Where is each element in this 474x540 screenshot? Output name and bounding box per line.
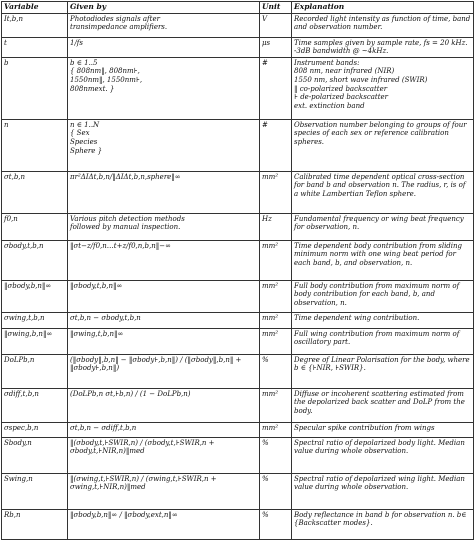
given-by-cell: σt,b,n − σbody,t,b,n [68, 312, 260, 328]
variable-cell: It,b,n [2, 13, 68, 37]
header-explanation: Explanation [292, 2, 474, 14]
given-by-cell: σt,b,n − σdiff,t,b,n [68, 422, 260, 437]
table-row [2, 473, 474, 509]
given-by-cell: n ∈ 1..N { Sex Species Sphere } [68, 119, 260, 171]
given-by-cell: b ∈ 1..5 { 808nm‖, 808nm⊦, 1550nm‖, 1550nm⊦, 808nmext. } [68, 57, 260, 119]
variable-cell: n [2, 119, 68, 171]
unit-cell: # [260, 119, 292, 171]
unit-cell: μs [260, 37, 292, 57]
variable-cell: σdiff,t,b,n [2, 388, 68, 422]
table-row [2, 280, 474, 312]
explanation-cell: Specular spike contribution from wings [292, 422, 474, 437]
variable-cell: σspec,b,n [2, 422, 68, 437]
unit-cell: Hz [260, 213, 292, 240]
header-unit: Unit [260, 2, 292, 14]
variable-cell: ‖σwing,b,n‖∞ [2, 328, 68, 354]
unit-cell: % [260, 509, 292, 539]
given-by-cell: ‖(σwing,t,⊦SWIR,n) / (σwing,t,⊦SWIR,n + σwing,t,⊦NIR,n)‖med [68, 473, 260, 509]
unit-cell: % [260, 437, 292, 473]
variables-table [1, 1, 474, 540]
explanation-cell: Full wing contribution from maximum norm of oscillatory part. [292, 328, 474, 354]
explanation-cell: Degree of Linear Polarisation for the body, where b ∈ {⊦NIR, ⊦SWIR}. [292, 354, 474, 388]
variable-cell: b [2, 57, 68, 119]
table-row [2, 312, 474, 328]
given-by-cell: πr²ΔIΔt,b,n/‖ΔIΔt,b,n,sphere‖∞ [68, 171, 260, 213]
explanation-cell: Instrument bands: 808 nm, near infrared (NIR) 1550 nm, short wave infrared (SWIR) ‖ co-polarized backscatter ⊦ de-polarized backscatter ext. extinction band [292, 57, 474, 119]
given-by-cell: ‖(σbody,t,⊦SWIR,n) / (σbody,t,⊦SWIR,n + σbody,t,⊦NIR,n)‖med [68, 437, 260, 473]
table-row [2, 509, 474, 539]
given-by-cell: (‖σbody‖,b,n‖ − ‖σbody⊦,b,n‖) / (‖σbody‖,b,n‖ + ‖σbody⊦,b,n‖) [68, 354, 260, 388]
given-by-cell: ‖σbody,t,b,n‖∞ [68, 280, 260, 312]
unit-cell: mm² [260, 171, 292, 213]
given-by-cell: ‖σwing,t,b,n‖∞ [68, 328, 260, 354]
table-row [2, 119, 474, 171]
explanation-cell: Time dependent wing contribution. [292, 312, 474, 328]
unit-cell: mm² [260, 388, 292, 422]
explanation-cell: Observation number belonging to groups of four species of each sex or reference calibration spheres. [292, 119, 474, 171]
unit-cell: mm² [260, 312, 292, 328]
explanation-cell: Calibrated time dependent optical cross-section for band b and observation n. The radius, r, is of a white Lambertian Teflon sphere. [292, 171, 474, 213]
header-variable: Variable [2, 2, 68, 14]
explanation-cell: Diffuse or incoherent scattering estimated from the depolarized back scatter and DoLP from the body. [292, 388, 474, 422]
header-row [2, 2, 474, 14]
explanation-cell: Time dependent body contribution from sliding minimum norm with one wing beat period for each band, b, and observation, n. [292, 240, 474, 280]
variable-cell: DoLPb,n [2, 354, 68, 388]
explanation-cell: Full body contribution from maximum norm of body contribution for each band, b, and observation, n. [292, 280, 474, 312]
table-row [2, 437, 474, 473]
unit-cell: mm² [260, 240, 292, 280]
variable-cell: σbody,t,b,n [2, 240, 68, 280]
unit-cell: V [260, 13, 292, 37]
explanation-cell: Spectral ratio of depolarized wing light. Median value during whole observation. [292, 473, 474, 509]
unit-cell: % [260, 473, 292, 509]
given-by-cell: 1/fs [68, 37, 260, 57]
explanation-cell: Spectral ratio of depolarized body light. Median value during whole observation. [292, 437, 474, 473]
given-by-cell: Photodiodes signals after transimpedance amplifiers. [68, 13, 260, 37]
table-row [2, 422, 474, 437]
unit-cell: mm² [260, 422, 292, 437]
table-row [2, 13, 474, 37]
unit-cell: % [260, 354, 292, 388]
explanation-cell: Time samples given by sample rate, fs = 20 kHz. -3dB bandwidth @ ~4kHz. [292, 37, 474, 57]
table-row [2, 240, 474, 280]
variable-cell: σt,b,n [2, 171, 68, 213]
given-by-cell: ‖σt−z/f0,n…t+z/f0,n,b,n‖−∞ [68, 240, 260, 280]
variable-cell: f0,n [2, 213, 68, 240]
table-row [2, 328, 474, 354]
table-row [2, 171, 474, 213]
given-by-cell: (DoLPb,n σt,⊦b,n) / (1 − DoLPb,n) [68, 388, 260, 422]
variable-cell: σwing,t,b,n [2, 312, 68, 328]
unit-cell: mm² [260, 328, 292, 354]
table-row [2, 57, 474, 119]
explanation-cell: Fundamental frequency or wing beat frequency for observation, n. [292, 213, 474, 240]
variable-cell: t [2, 37, 68, 57]
given-by-cell: Various pitch detection methods followed by manual inspection. [68, 213, 260, 240]
table-row [2, 354, 474, 388]
unit-cell: # [260, 57, 292, 119]
explanation-cell: Body reflectance in band b for observation n. b∈ {Backscatter modes}. [292, 509, 474, 539]
unit-cell: mm² [260, 280, 292, 312]
variable-cell: Sbody,n [2, 437, 68, 473]
explanation-cell: Recorded light intensity as function of time, band and observation number. [292, 13, 474, 37]
given-by-cell: ‖σbody,b,n‖∞ / ‖σbody,ext,n‖∞ [68, 509, 260, 539]
table-row [2, 213, 474, 240]
variable-cell: Swing,n [2, 473, 68, 509]
header-given-by: Given by [68, 2, 260, 14]
variable-cell: ‖σbody,b,n‖∞ [2, 280, 68, 312]
variable-cell: Rb,n [2, 509, 68, 539]
table-row [2, 37, 474, 57]
table-row [2, 388, 474, 422]
